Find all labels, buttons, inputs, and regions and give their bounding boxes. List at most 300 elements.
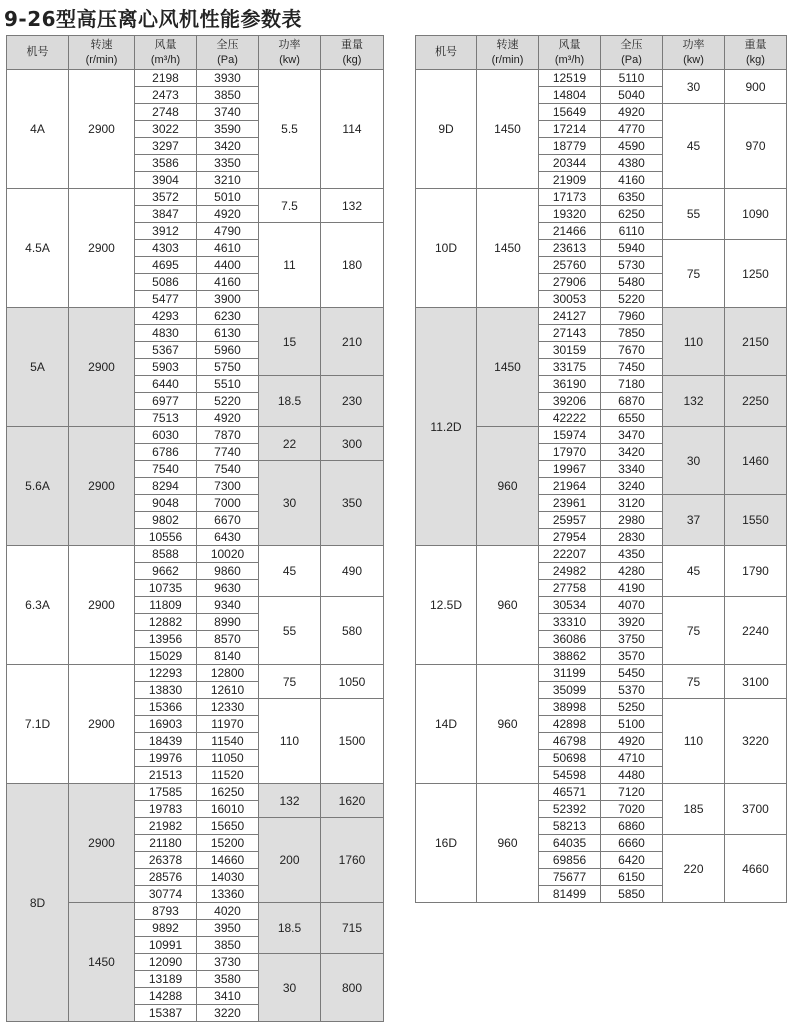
pressure-cell: 7870 xyxy=(197,427,259,444)
flow-cell: 7513 xyxy=(135,410,197,427)
pressure-cell: 4710 xyxy=(601,750,663,767)
flow-cell: 9892 xyxy=(135,920,197,937)
pressure-cell: 5750 xyxy=(197,359,259,376)
pressure-cell: 5110 xyxy=(601,70,663,87)
weight-cell: 1250 xyxy=(725,240,787,308)
flow-cell: 15366 xyxy=(135,699,197,716)
model-cell: 7.1D xyxy=(7,665,69,784)
model-cell: 9D xyxy=(416,70,477,189)
power-cell: 200 xyxy=(259,818,321,903)
flow-cell: 21180 xyxy=(135,835,197,852)
pressure-cell: 3900 xyxy=(197,291,259,308)
flow-cell: 21909 xyxy=(539,172,601,189)
flow-cell: 17970 xyxy=(539,444,601,461)
speed-cell: 2900 xyxy=(69,308,135,427)
power-cell: 75 xyxy=(663,597,725,665)
flow-cell: 3586 xyxy=(135,155,197,172)
model-cell: 4.5A xyxy=(7,189,69,308)
flow-cell: 81499 xyxy=(539,886,601,903)
pressure-cell: 5250 xyxy=(601,699,663,716)
pressure-cell: 5510 xyxy=(197,376,259,393)
power-cell: 30 xyxy=(663,427,725,495)
flow-cell: 27906 xyxy=(539,274,601,291)
pressure-cell: 4280 xyxy=(601,563,663,580)
flow-cell: 12293 xyxy=(135,665,197,682)
flow-cell: 5903 xyxy=(135,359,197,376)
pressure-cell: 7850 xyxy=(601,325,663,342)
pressure-cell: 5040 xyxy=(601,87,663,104)
pressure-cell: 3850 xyxy=(197,937,259,954)
power-cell: 5.5 xyxy=(259,70,321,189)
pressure-cell: 7120 xyxy=(601,784,663,801)
table-row xyxy=(416,308,787,325)
pressure-cell: 9630 xyxy=(197,580,259,597)
pressure-cell: 7300 xyxy=(197,478,259,495)
flow-cell: 13189 xyxy=(135,971,197,988)
weight-cell: 1500 xyxy=(321,699,384,784)
pressure-cell: 9340 xyxy=(197,597,259,614)
model-cell: 12.5D xyxy=(416,546,477,665)
pressure-cell: 16250 xyxy=(197,784,259,801)
pressure-cell: 7180 xyxy=(601,376,663,393)
header-weight: 重量 (kg) xyxy=(321,36,384,70)
flow-cell: 21466 xyxy=(539,223,601,240)
flow-cell: 8793 xyxy=(135,903,197,920)
table-row xyxy=(7,189,384,206)
pressure-cell: 5370 xyxy=(601,682,663,699)
pressure-cell: 3590 xyxy=(197,121,259,138)
flow-cell: 18779 xyxy=(539,138,601,155)
header-row xyxy=(416,36,787,70)
power-cell: 185 xyxy=(663,784,725,835)
pressure-cell: 16010 xyxy=(197,801,259,818)
flow-cell: 19320 xyxy=(539,206,601,223)
flow-cell: 4303 xyxy=(135,240,197,257)
weight-cell: 715 xyxy=(321,903,384,954)
pressure-cell: 3580 xyxy=(197,971,259,988)
weight-cell: 114 xyxy=(321,70,384,189)
pressure-cell: 12610 xyxy=(197,682,259,699)
header-model: 机号 xyxy=(416,36,477,70)
pressure-cell: 4350 xyxy=(601,546,663,563)
power-cell: 37 xyxy=(663,495,725,546)
pressure-cell: 4920 xyxy=(197,206,259,223)
weight-cell: 1090 xyxy=(725,189,787,240)
flow-cell: 19783 xyxy=(135,801,197,818)
pressure-cell: 11540 xyxy=(197,733,259,750)
table-row xyxy=(7,308,384,325)
power-cell: 15 xyxy=(259,308,321,376)
flow-cell: 2198 xyxy=(135,70,197,87)
pressure-cell: 4400 xyxy=(197,257,259,274)
flow-cell: 19976 xyxy=(135,750,197,767)
pressure-cell: 11970 xyxy=(197,716,259,733)
pressure-cell: 3850 xyxy=(197,87,259,104)
pressure-cell: 14030 xyxy=(197,869,259,886)
power-cell: 30 xyxy=(259,954,321,1022)
flow-cell: 3297 xyxy=(135,138,197,155)
power-cell: 55 xyxy=(663,189,725,240)
flow-cell: 16903 xyxy=(135,716,197,733)
model-cell: 5A xyxy=(7,308,69,427)
pressure-cell: 5960 xyxy=(197,342,259,359)
header-power: 功率 (kw) xyxy=(259,36,321,70)
flow-cell: 5477 xyxy=(135,291,197,308)
speed-cell: 2900 xyxy=(69,665,135,784)
pressure-cell: 5850 xyxy=(601,886,663,903)
flow-cell: 5367 xyxy=(135,342,197,359)
flow-cell: 6786 xyxy=(135,444,197,461)
table-row xyxy=(7,427,384,444)
flow-cell: 6440 xyxy=(135,376,197,393)
flow-cell: 2473 xyxy=(135,87,197,104)
flow-cell: 9662 xyxy=(135,563,197,580)
model-cell: 4A xyxy=(7,70,69,189)
flow-cell: 26378 xyxy=(135,852,197,869)
pressure-cell: 6250 xyxy=(601,206,663,223)
flow-cell: 9048 xyxy=(135,495,197,512)
power-cell: 11 xyxy=(259,223,321,308)
pressure-cell: 3730 xyxy=(197,954,259,971)
flow-cell: 3912 xyxy=(135,223,197,240)
header-model: 机号 xyxy=(7,36,69,70)
power-cell: 75 xyxy=(663,240,725,308)
pressure-cell: 7960 xyxy=(601,308,663,325)
pressure-cell: 7000 xyxy=(197,495,259,512)
pressure-cell: 6110 xyxy=(601,223,663,240)
weight-cell: 2250 xyxy=(725,376,787,427)
flow-cell: 15387 xyxy=(135,1005,197,1022)
pressure-cell: 9860 xyxy=(197,563,259,580)
flow-cell: 64035 xyxy=(539,835,601,852)
weight-cell: 900 xyxy=(725,70,787,104)
flow-cell: 30159 xyxy=(539,342,601,359)
weight-cell: 800 xyxy=(321,954,384,1022)
pressure-cell: 4190 xyxy=(601,580,663,597)
pressure-cell: 3470 xyxy=(601,427,663,444)
flow-cell: 3022 xyxy=(135,121,197,138)
weight-cell: 350 xyxy=(321,461,384,546)
flow-cell: 21513 xyxy=(135,767,197,784)
pressure-cell: 12330 xyxy=(197,699,259,716)
speed-cell: 960 xyxy=(477,784,539,903)
pressure-cell: 6860 xyxy=(601,818,663,835)
pressure-cell: 6230 xyxy=(197,308,259,325)
flow-cell: 58213 xyxy=(539,818,601,835)
weight-cell: 1550 xyxy=(725,495,787,546)
pressure-cell: 3120 xyxy=(601,495,663,512)
flow-cell: 8294 xyxy=(135,478,197,495)
flow-cell: 46571 xyxy=(539,784,601,801)
power-cell: 110 xyxy=(663,308,725,376)
weight-cell: 2150 xyxy=(725,308,787,376)
speed-cell: 960 xyxy=(477,665,539,784)
pressure-cell: 3240 xyxy=(601,478,663,495)
pressure-cell: 6550 xyxy=(601,410,663,427)
pressure-cell: 15650 xyxy=(197,818,259,835)
flow-cell: 42898 xyxy=(539,716,601,733)
flow-cell: 11809 xyxy=(135,597,197,614)
pressure-cell: 5730 xyxy=(601,257,663,274)
power-cell: 75 xyxy=(259,665,321,699)
flow-cell: 14288 xyxy=(135,988,197,1005)
flow-cell: 42222 xyxy=(539,410,601,427)
pressure-cell: 5480 xyxy=(601,274,663,291)
flow-cell: 35099 xyxy=(539,682,601,699)
flow-cell: 10556 xyxy=(135,529,197,546)
header-speed: 转速 (r/min) xyxy=(477,36,539,70)
weight-cell: 3100 xyxy=(725,665,787,699)
pressure-cell: 11520 xyxy=(197,767,259,784)
flow-cell: 12519 xyxy=(539,70,601,87)
power-cell: 132 xyxy=(259,784,321,818)
model-cell: 6.3A xyxy=(7,546,69,665)
header-weight: 重量 (kg) xyxy=(725,36,787,70)
power-cell: 75 xyxy=(663,665,725,699)
power-cell: 132 xyxy=(663,376,725,427)
speed-cell: 2900 xyxy=(69,427,135,546)
flow-cell: 7540 xyxy=(135,461,197,478)
model-cell: 8D xyxy=(7,784,69,1022)
weight-cell: 300 xyxy=(321,427,384,461)
speed-cell: 960 xyxy=(477,546,539,665)
flow-cell: 39206 xyxy=(539,393,601,410)
weight-cell: 1760 xyxy=(321,818,384,903)
pressure-cell: 7020 xyxy=(601,801,663,818)
power-cell: 45 xyxy=(259,546,321,597)
weight-cell: 3220 xyxy=(725,699,787,784)
pressure-cell: 7740 xyxy=(197,444,259,461)
flow-cell: 25957 xyxy=(539,512,601,529)
model-cell: 11.2D xyxy=(416,308,477,546)
pressure-cell: 3920 xyxy=(601,614,663,631)
flow-cell: 3904 xyxy=(135,172,197,189)
flow-cell: 4695 xyxy=(135,257,197,274)
weight-cell: 1620 xyxy=(321,784,384,818)
flow-cell: 3572 xyxy=(135,189,197,206)
model-cell: 10D xyxy=(416,189,477,308)
weight-cell: 580 xyxy=(321,597,384,665)
pressure-cell: 3950 xyxy=(197,920,259,937)
speed-cell: 2900 xyxy=(69,784,135,903)
pressure-cell: 6420 xyxy=(601,852,663,869)
pressure-cell: 7450 xyxy=(601,359,663,376)
flow-cell: 54598 xyxy=(539,767,601,784)
pressure-cell: 3750 xyxy=(601,631,663,648)
pressure-cell: 4790 xyxy=(197,223,259,240)
flow-cell: 15649 xyxy=(539,104,601,121)
pressure-cell: 11050 xyxy=(197,750,259,767)
pressure-cell: 3340 xyxy=(601,461,663,478)
table-row xyxy=(416,784,787,801)
flow-cell: 75677 xyxy=(539,869,601,886)
flow-cell: 18439 xyxy=(135,733,197,750)
pressure-cell: 5100 xyxy=(601,716,663,733)
weight-cell: 230 xyxy=(321,376,384,427)
header-power: 功率 (kw) xyxy=(663,36,725,70)
table-row xyxy=(7,546,384,563)
flow-cell: 33175 xyxy=(539,359,601,376)
flow-cell: 38862 xyxy=(539,648,601,665)
power-cell: 45 xyxy=(663,104,725,189)
flow-cell: 4830 xyxy=(135,325,197,342)
flow-cell: 33310 xyxy=(539,614,601,631)
pressure-cell: 4160 xyxy=(197,274,259,291)
pressure-cell: 4770 xyxy=(601,121,663,138)
speed-cell: 2900 xyxy=(69,546,135,665)
pressure-cell: 2830 xyxy=(601,529,663,546)
weight-cell: 1050 xyxy=(321,665,384,699)
pressure-cell: 3210 xyxy=(197,172,259,189)
flow-cell: 30053 xyxy=(539,291,601,308)
flow-cell: 12882 xyxy=(135,614,197,631)
pressure-cell: 6150 xyxy=(601,869,663,886)
power-cell: 220 xyxy=(663,835,725,903)
power-cell: 55 xyxy=(259,597,321,665)
pressure-cell: 4160 xyxy=(601,172,663,189)
header-pressure: 全压 (Pa) xyxy=(197,36,259,70)
pressure-cell: 3740 xyxy=(197,104,259,121)
weight-cell: 2240 xyxy=(725,597,787,665)
speed-cell: 1450 xyxy=(477,189,539,308)
pressure-cell: 5220 xyxy=(601,291,663,308)
speed-cell: 1450 xyxy=(69,903,135,1022)
weight-cell: 1790 xyxy=(725,546,787,597)
flow-cell: 30534 xyxy=(539,597,601,614)
table-row xyxy=(416,665,787,682)
flow-cell: 28576 xyxy=(135,869,197,886)
pressure-cell: 7670 xyxy=(601,342,663,359)
pressure-cell: 6130 xyxy=(197,325,259,342)
flow-cell: 15974 xyxy=(539,427,601,444)
model-cell: 14D xyxy=(416,665,477,784)
flow-cell: 10991 xyxy=(135,937,197,954)
pressure-cell: 4020 xyxy=(197,903,259,920)
flow-cell: 46798 xyxy=(539,733,601,750)
pressure-cell: 3570 xyxy=(601,648,663,665)
flow-cell: 23961 xyxy=(539,495,601,512)
pressure-cell: 5010 xyxy=(197,189,259,206)
weight-cell: 132 xyxy=(321,189,384,223)
flow-cell: 30774 xyxy=(135,886,197,903)
flow-cell: 25760 xyxy=(539,257,601,274)
flow-cell: 23613 xyxy=(539,240,601,257)
power-cell: 7.5 xyxy=(259,189,321,223)
flow-cell: 13830 xyxy=(135,682,197,699)
power-cell: 18.5 xyxy=(259,376,321,427)
flow-cell: 6030 xyxy=(135,427,197,444)
speed-cell: 2900 xyxy=(69,189,135,308)
pressure-cell: 3930 xyxy=(197,70,259,87)
weight-cell: 4660 xyxy=(725,835,787,903)
power-cell: 22 xyxy=(259,427,321,461)
flow-cell: 3847 xyxy=(135,206,197,223)
table-body-right xyxy=(416,70,787,903)
power-cell: 30 xyxy=(259,461,321,546)
pressure-cell: 13360 xyxy=(197,886,259,903)
pressure-cell: 4380 xyxy=(601,155,663,172)
pressure-cell: 12800 xyxy=(197,665,259,682)
pressure-cell: 8570 xyxy=(197,631,259,648)
pressure-cell: 4070 xyxy=(601,597,663,614)
flow-cell: 14804 xyxy=(539,87,601,104)
header-flow: 风量 (m³/h) xyxy=(539,36,601,70)
pressure-cell: 6870 xyxy=(601,393,663,410)
pressure-cell: 6430 xyxy=(197,529,259,546)
flow-cell: 36190 xyxy=(539,376,601,393)
pressure-cell: 5220 xyxy=(197,393,259,410)
flow-cell: 10735 xyxy=(135,580,197,597)
speed-cell: 1450 xyxy=(477,308,539,427)
flow-cell: 24127 xyxy=(539,308,601,325)
table-row xyxy=(416,546,787,563)
pressure-cell: 3350 xyxy=(197,155,259,172)
pressure-cell: 2980 xyxy=(601,512,663,529)
flow-cell: 27954 xyxy=(539,529,601,546)
pressure-cell: 14660 xyxy=(197,852,259,869)
table-body-left xyxy=(7,70,384,1022)
pressure-cell: 4590 xyxy=(601,138,663,155)
pressure-cell: 8140 xyxy=(197,648,259,665)
header-pressure: 全压 (Pa) xyxy=(601,36,663,70)
flow-cell: 17173 xyxy=(539,189,601,206)
flow-cell: 20344 xyxy=(539,155,601,172)
pressure-cell: 10020 xyxy=(197,546,259,563)
flow-cell: 27758 xyxy=(539,580,601,597)
pressure-cell: 6350 xyxy=(601,189,663,206)
speed-cell: 1450 xyxy=(477,70,539,189)
flow-cell: 12090 xyxy=(135,954,197,971)
flow-cell: 36086 xyxy=(539,631,601,648)
pressure-cell: 4610 xyxy=(197,240,259,257)
flow-cell: 6977 xyxy=(135,393,197,410)
flow-cell: 5086 xyxy=(135,274,197,291)
flow-cell: 52392 xyxy=(539,801,601,818)
flow-cell: 69856 xyxy=(539,852,601,869)
flow-cell: 31199 xyxy=(539,665,601,682)
pressure-cell: 6660 xyxy=(601,835,663,852)
flow-cell: 21982 xyxy=(135,818,197,835)
power-cell: 30 xyxy=(663,70,725,104)
performance-table-right xyxy=(415,35,787,903)
power-cell: 45 xyxy=(663,546,725,597)
power-cell: 18.5 xyxy=(259,903,321,954)
weight-cell: 3700 xyxy=(725,784,787,835)
flow-cell: 2748 xyxy=(135,104,197,121)
pressure-cell: 4920 xyxy=(197,410,259,427)
weight-cell: 490 xyxy=(321,546,384,597)
header-flow: 风量 (m³/h) xyxy=(135,36,197,70)
pressure-cell: 15200 xyxy=(197,835,259,852)
flow-cell: 17585 xyxy=(135,784,197,801)
pressure-cell: 3420 xyxy=(601,444,663,461)
flow-cell: 4293 xyxy=(135,308,197,325)
weight-cell: 1460 xyxy=(725,427,787,495)
flow-cell: 9802 xyxy=(135,512,197,529)
pressure-cell: 5450 xyxy=(601,665,663,682)
flow-cell: 50698 xyxy=(539,750,601,767)
table-row xyxy=(416,189,787,206)
flow-cell: 17214 xyxy=(539,121,601,138)
speed-cell: 2900 xyxy=(69,70,135,189)
flow-cell: 21964 xyxy=(539,478,601,495)
page-title: 9-26型高压离心风机性能参数表 xyxy=(4,7,303,31)
weight-cell: 210 xyxy=(321,308,384,376)
power-cell: 110 xyxy=(259,699,321,784)
header-row xyxy=(7,36,384,70)
flow-cell: 13956 xyxy=(135,631,197,648)
power-cell: 110 xyxy=(663,699,725,784)
